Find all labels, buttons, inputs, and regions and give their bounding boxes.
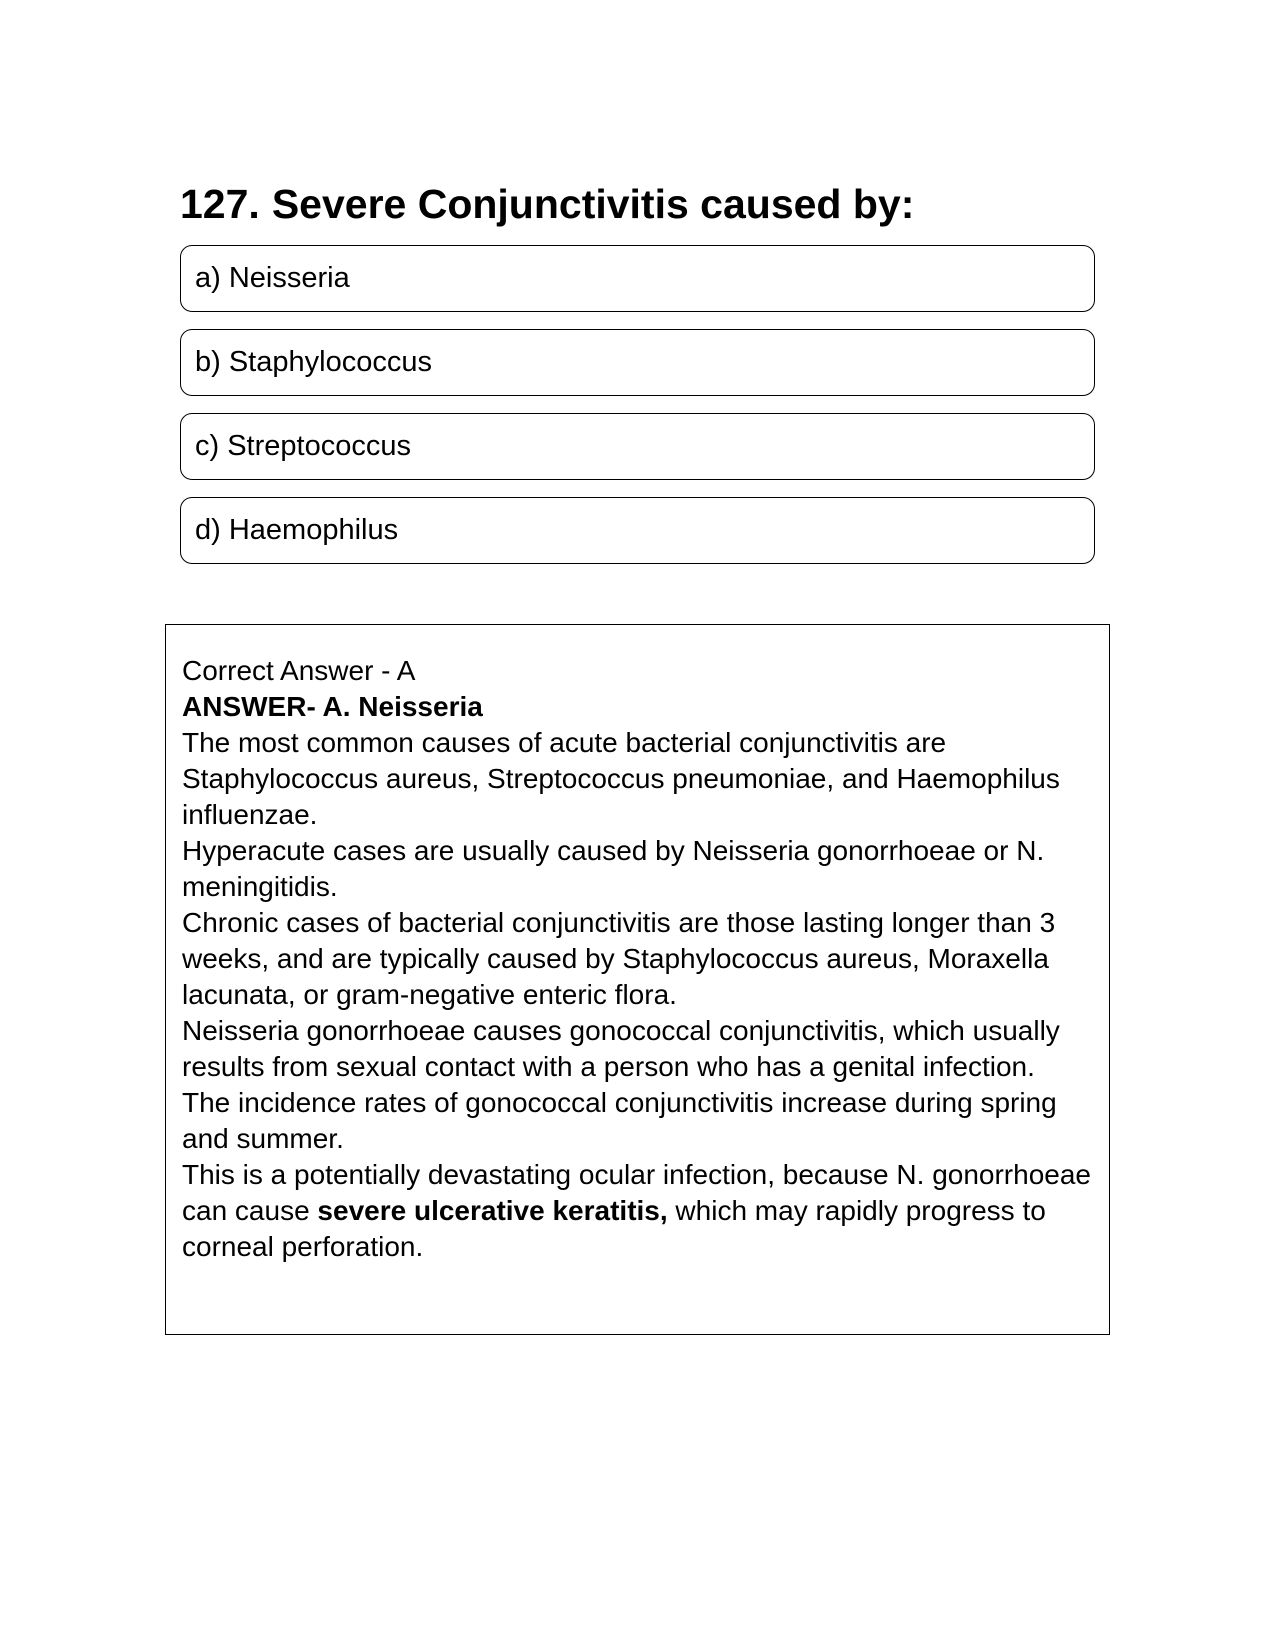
question-text: Severe Conjunctivitis caused by: [271, 181, 915, 227]
explanation-paragraph: Hyperacute cases are usually caused by Neisseria gonorrhoeae or N. meningitidis. [182, 835, 1045, 902]
answer-heading: ANSWER- A. Neisseria [182, 691, 483, 722]
explanation-paragraph-last [182, 1157, 1095, 1265]
question-number: 127. [180, 181, 260, 227]
explanation-paragraph: Neisseria gonorrhoeae causes gonococcal conjunctivitis, which usually results from sexual contact with a person who has a genital infection. [182, 1015, 1060, 1082]
emphasis-text: severe ulcerative keratitis, [317, 1195, 668, 1226]
option-d[interactable]: d) Haemophilus [180, 497, 1095, 564]
correct-answer-line: Correct Answer - A [182, 655, 416, 686]
option-a[interactable]: a) Neisseria [180, 245, 1095, 312]
explanation-text: which may rapidly progress to corneal perforation. [182, 1195, 1046, 1262]
question-heading [180, 178, 914, 230]
answer-explanation-box [165, 624, 1110, 1335]
explanation-text: This is a potentially devastating ocular infection, because N. gonorrhoeae can cause [182, 1159, 1091, 1226]
option-c[interactable]: c) Streptococcus [180, 413, 1095, 480]
explanation-paragraph: The incidence rates of gonococcal conjunctivitis increase during spring and summer. [182, 1087, 1057, 1154]
explanation-paragraph: Chronic cases of bacterial conjunctivitis are those lasting longer than 3 weeks, and are typically caused by Staphylococcus aureus, Moraxella lacunata, or gram-negative enteric flora. [182, 907, 1056, 1010]
explanation-paragraph: The most common causes of acute bacterial conjunctivitis are Staphylococcus aureus, Streptococcus pneumoniae, and Haemophilus influenzae. [182, 727, 1060, 830]
option-b[interactable]: b) Staphylococcus [180, 329, 1095, 396]
